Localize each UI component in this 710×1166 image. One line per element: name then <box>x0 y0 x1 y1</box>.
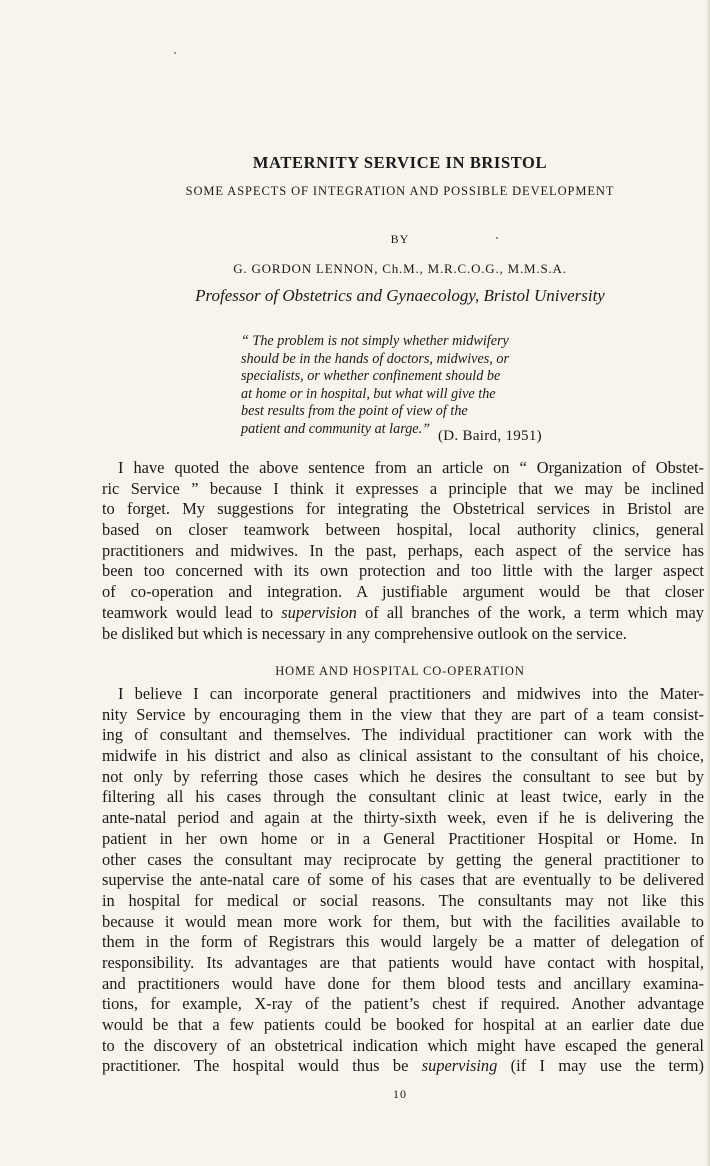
byline-label: BY <box>390 232 410 246</box>
epigraph-line: patient and community at large.” <box>241 420 431 437</box>
emphasis-supervision: supervision <box>281 602 357 622</box>
paragraph-line: other cases the consultant may reciprocate by getting the general practitioner to <box>102 849 704 869</box>
epigraph-line: at home or in hospital, but what will give the <box>241 385 496 402</box>
epigraph-quote <box>241 333 581 438</box>
paper-speck <box>174 52 176 54</box>
epigraph-line: specialists, or whether confinement should be <box>241 368 501 384</box>
paragraph-line: ing of consultant and themselves. The individual practitioner can work with the <box>102 725 704 745</box>
body-paragraph-intro <box>102 458 704 644</box>
paragraph-line: and practitioners would have done for them blood tests and ancillary examina- <box>102 973 704 993</box>
paragraph-line: in hospital for medical or social reasons. The consultants may not like this <box>102 890 704 910</box>
article-subtitle: SOME ASPECTS OF INTEGRATION AND POSSIBLE DEVELOPMENT <box>185 184 615 198</box>
page-number: 10 <box>393 1087 407 1101</box>
paragraph-line: tions, for example, X-ray of the patient’s chest if required. Another advantage <box>102 994 704 1014</box>
author-name: G. GORDON LENNON, Ch.M., M.R.C.O.G., M.M.S.A. <box>233 261 567 276</box>
paragraph-line: to forget. My suggestions for integrating the Obstetrical services in Bristol are <box>102 499 704 519</box>
epigraph-line: should be in the hands of doctors, midwives, or <box>241 350 509 367</box>
paragraph-line: patient in her own home or in a General Practitioner Hospital or Home. In <box>102 828 704 848</box>
paragraph-line: to the discovery of an obstetrical indication which might have escaped the general <box>102 1035 704 1055</box>
article-title: MATERNITY SERVICE IN BRISTOL <box>252 153 548 172</box>
paragraph-line: filtering all his cases through the consultant clinic at least twice, early in the <box>102 787 704 807</box>
paragraph-line: of co-operation and integration. A justifiable argument would be that closer <box>102 582 704 602</box>
paragraph-line: them in the form of Registrars this would largely be a matter of delegation of <box>102 932 704 952</box>
paragraph-line: practitioners and midwives. In the past, perhaps, each aspect of the service has <box>102 540 704 560</box>
paragraph-line: because it would mean more work for them, but with the facilities available to <box>102 911 704 931</box>
paragraph-line: nity Service by encouraging them in the view that they are part of a team consist- <box>102 704 704 724</box>
epigraph-line: “ The problem is not simply whether midwifery <box>241 333 509 349</box>
page-edge-shadow <box>706 0 710 1166</box>
paragraph-line: been too concerned with its own protection and too little with the larger aspect <box>102 561 704 581</box>
text-run: practitioner. The hospital would thus be <box>102 1056 422 1076</box>
paragraph-line: supervise the ante-natal care of some of his cases that are eventually to be delivered <box>102 870 704 890</box>
paragraph-line: would be that a few patients could be booked for hospital at an earlier date due <box>102 1015 704 1034</box>
text-run: of all branches of the work, a term which may <box>356 602 704 622</box>
paragraph-line: midwife in his district and also as clinical assistant to the consultant of his choice, <box>102 746 704 766</box>
paragraph-line: ante-natal period and again at the thirty-sixth week, even if he is delivering the <box>102 808 704 828</box>
text-run: (if I may use the term) <box>497 1056 704 1076</box>
paragraph-line: not only by referring those cases which he desires the consultant to see but by <box>102 766 704 786</box>
section-heading: HOME AND HOSPITAL CO-OPERATION <box>275 664 525 678</box>
author-affiliation: Professor of Obstetrics and Gynaecology, Bristol University <box>195 286 605 305</box>
text-run: teamwork would lead to <box>102 602 282 622</box>
paragraph-line <box>102 603 704 624</box>
paragraph-line: I have quoted the above sentence from an article on “ Organization of Obstet- <box>118 458 704 477</box>
paragraph-line <box>102 1056 704 1077</box>
paragraph-line: I believe I can incorporate general practitioners and midwives into the Mater- <box>118 684 704 703</box>
epigraph-attribution: (D. Baird, 1951) <box>438 428 542 444</box>
body-paragraph-cooperation <box>102 684 704 1077</box>
paragraph-line: responsibility. Its advantages are that patients would have contact with hospital, <box>102 952 704 972</box>
paragraph-line: be disliked but which is necessary in any comprehensive outlook on the service. <box>102 623 627 643</box>
paragraph-line: based on closer teamwork between hospital, local authority clinics, general <box>102 520 704 540</box>
paragraph-line: ric Service ” because I think it expresses a principle that we may be inclined <box>102 478 704 498</box>
emphasis-supervising: supervising <box>421 1056 498 1076</box>
epigraph-line: best results from the point of view of the <box>241 403 468 419</box>
